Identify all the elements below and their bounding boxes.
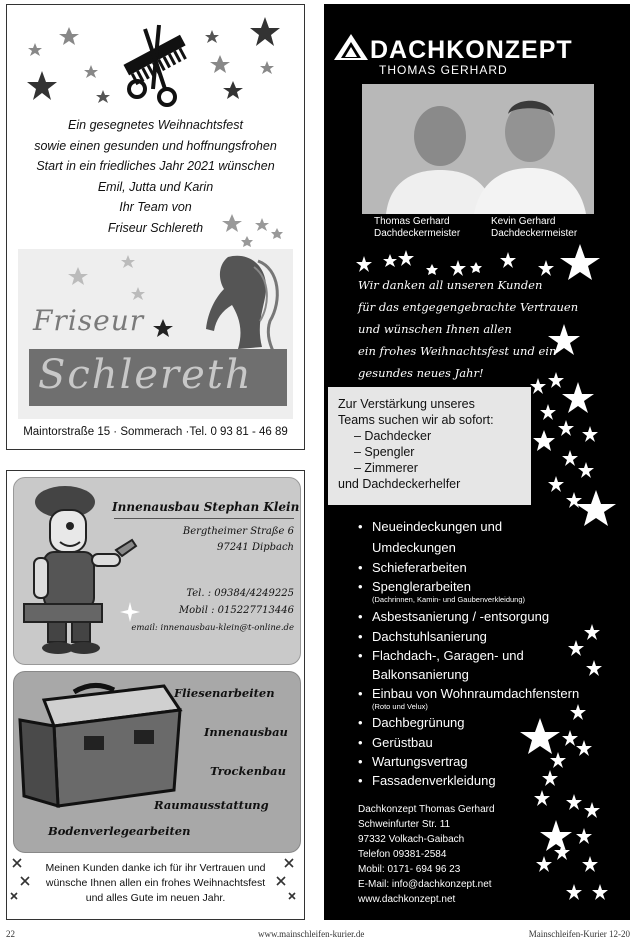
contact-line: Telefon 09381-2584 [358, 849, 447, 860]
greeting-line: Friseur Schlereth [107, 220, 204, 235]
job-item: – Spengler [354, 445, 415, 459]
card-tel: Tel. : 09384/4249225 [186, 588, 294, 599]
card-title: Innenausbau Stephan Klein [112, 500, 300, 514]
toolbox-icon [14, 680, 184, 810]
sparkle-icon [120, 602, 140, 622]
thanks-line: Meinen Kunden danke ich für ihr Vertrauen und [45, 862, 266, 874]
dachkonzept-ad [324, 4, 630, 920]
business-card-front [13, 477, 301, 665]
service-item: • Schieferarbeiten [358, 558, 579, 577]
greeting-line: Ein gesegnetes Weihnachtsfest [68, 118, 243, 132]
contact-line: Mobil: 0171- 694 96 23 [358, 864, 461, 875]
person-name: Thomas Gerhard [374, 216, 450, 227]
business-card-back [13, 671, 301, 853]
service-item-cont: Balkonsanierung [372, 667, 469, 682]
service-item: • Dachbegrünung [358, 713, 579, 733]
service-item: • Fassadenverkleidung [358, 771, 579, 790]
page-number: 22 [6, 929, 15, 939]
small-stars-decoration [207, 210, 297, 250]
service-innenausbau: Innenausbau [204, 725, 288, 739]
brand-name: DACHKONZEPT [370, 36, 573, 64]
service-item: • Dachstuhlsanierung [358, 627, 579, 646]
greeting-line: Start in ein friedliches Jahr 2021 wünschen [36, 159, 275, 173]
service-trockenbau: Trockenbau [210, 764, 286, 778]
thanks-line: und alles Gute im neuen Jahr. [85, 892, 226, 904]
contact-line: Dachkonzept Thomas Gerhard [358, 804, 495, 815]
contact-line: www.dachkonzept.net [358, 894, 456, 905]
service-item: • Asbestsanierung / -entsorgung [358, 606, 579, 627]
service-item: • Einbau von Wohnraumdachfenstern [358, 684, 579, 703]
service-bodenverlegearbeiten: Bodenverlegearbeiten [48, 824, 191, 838]
brand-owner: THOMAS GERHARD [379, 63, 508, 77]
service-item: • Gerüstbau [358, 733, 579, 752]
footer-url: www.mainschleifen-kurier.de [258, 929, 365, 939]
card-mobil: Mobil : 015227713446 [178, 605, 294, 616]
service-note: (Roto und Velux) [372, 702, 428, 711]
service-item: • Neueindeckungen und [358, 516, 579, 537]
person-thomas [374, 216, 460, 240]
contact-line: Schweinfurter Str. 11 [358, 819, 451, 830]
logo-friseur-text: Friseur [33, 304, 145, 337]
greeting-line: Emil, Jutta und Karin [97, 179, 214, 194]
service-raumausstattung: Raumausstattung [154, 798, 269, 812]
card-street: Bergtheimer Straße 6 [182, 526, 294, 537]
thank-you-message [358, 274, 578, 384]
person-kevin [491, 216, 577, 240]
innenausbau-ad [6, 470, 305, 920]
job-item: – Dachdecker [354, 429, 432, 443]
job-intro: Teams suchen wir ab sofort: [338, 413, 494, 427]
service-fliesenarbeiten: Fliesenarbeiten [174, 686, 275, 700]
message-line: ein frohes Weihnachtsfest und ein [358, 344, 557, 358]
contact-block [358, 802, 495, 907]
service-item: • Flachdach-, Garagen- und [358, 646, 579, 665]
two-men-portrait [362, 84, 594, 214]
stars-decoration [7, 5, 304, 115]
job-item: und Dachdeckerhelfer [338, 477, 461, 491]
service-item: • Spenglerarbeiten [358, 577, 579, 596]
owners-photo [362, 84, 594, 214]
thanks-line: wünsche Ihnen allen ein frohes Weihnachtsfest [45, 877, 266, 889]
person-name: Kevin Gerhard [491, 216, 556, 227]
friseur-address: Maintorstraße 15 · Sommerach ·Tel. 0 93 81 - 46 89 [23, 426, 288, 438]
friseur-ad [6, 4, 305, 450]
job-offer-box [328, 387, 531, 505]
service-note: (Dachrinnen, Kamin- und Gaubenverkleidung) [372, 595, 526, 604]
card-city: 97241 Dipbach [216, 542, 294, 553]
message-line: für das entgegengebrachte Vertrauen [358, 300, 579, 314]
roof-logo-icon [334, 34, 368, 60]
greeting-line: Ihr Team von [119, 200, 192, 214]
person-role: Dachdeckermeister [491, 228, 578, 239]
job-intro: Zur Verstärkung unseres [338, 397, 475, 411]
message-line: und wünschen Ihnen allen [358, 322, 512, 336]
service-item-cont: Umdeckungen [372, 540, 456, 555]
contact-line: 97332 Volkach-Gaibach [358, 834, 465, 845]
job-item: – Zimmerer [354, 461, 418, 475]
card-email: email: innenausbau-klein@t-online.de [131, 623, 294, 633]
person-role: Dachdeckermeister [374, 228, 461, 239]
services-list [358, 516, 579, 790]
contact-line: E-Mail: info@dachkonzept.net [358, 879, 492, 890]
friseur-logo [18, 249, 293, 419]
title-underline [114, 518, 294, 519]
footer-issue: Mainschleifen-Kurier 12-20 [528, 929, 630, 939]
logo-schlereth-text: Schlereth [38, 352, 253, 398]
innenausbau-thanks [7, 861, 304, 906]
greeting-line: sowie einen gesunden und hoffnungsfrohen [34, 138, 277, 153]
service-item: • Wartungsvertrag [358, 752, 579, 771]
message-line: Wir danken all unseren Kunden [358, 278, 543, 292]
message-line: gesundes neues Jahr! [358, 366, 484, 380]
